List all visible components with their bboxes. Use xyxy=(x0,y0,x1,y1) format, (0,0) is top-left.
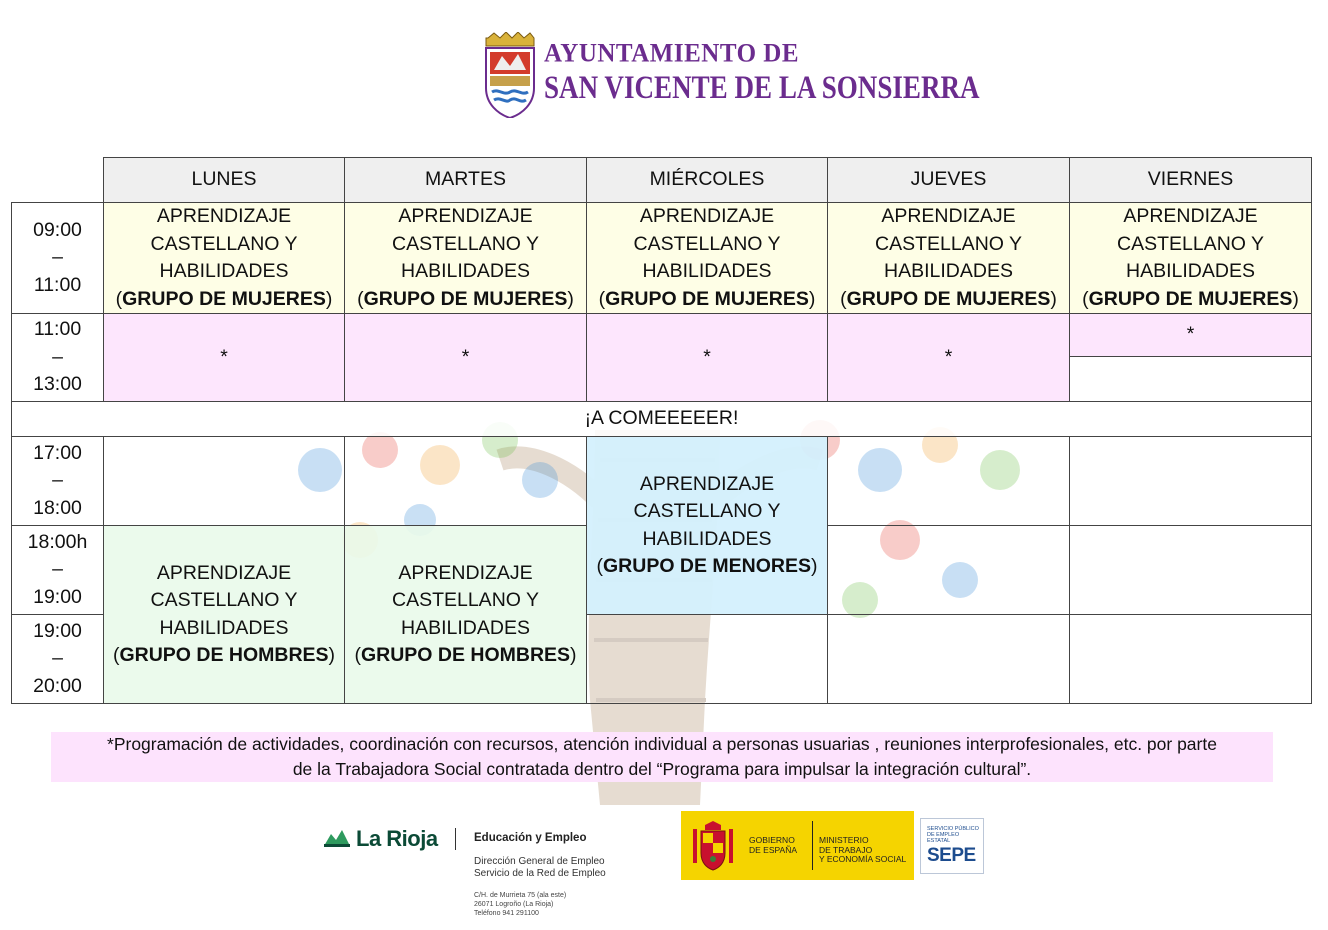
gobierno-text: GOBIERNO DE ESPAÑA xyxy=(749,835,798,855)
time-cell: 19:00 – 20:00 xyxy=(12,615,104,704)
empty-cell xyxy=(587,615,828,704)
empty-cell xyxy=(1070,437,1312,526)
lunch-banner: ¡A COMEEEEER! xyxy=(12,402,1312,437)
rioja-department: Educación y Empleo xyxy=(474,832,587,844)
social-work-cell: * xyxy=(1070,314,1312,357)
minors-class-cell: APRENDIZAJE CASTELLANO Y HABILIDADES (GRUPO DE MENORES) xyxy=(587,437,828,615)
social-work-cell: * xyxy=(587,314,828,402)
coat-of-arms-icon xyxy=(480,32,540,118)
sepe-subtitle: SERVICIO PÚBLICO DE EMPLEO ESTATAL xyxy=(927,826,979,844)
day-header-row xyxy=(12,158,1312,203)
lunch-row xyxy=(12,402,1312,437)
rioja-address: C/H. de Murrieta 75 (ala este) xyxy=(474,892,567,899)
sepe-wordmark: SEPE xyxy=(927,845,976,866)
corner-cell xyxy=(12,158,104,203)
empty-cell xyxy=(828,437,1070,526)
empty-cell xyxy=(1070,615,1312,704)
empty-cell xyxy=(345,437,587,526)
empty-cell xyxy=(828,615,1070,704)
slot-row-0900 xyxy=(12,203,1312,314)
day-header: VIERNES xyxy=(1070,158,1312,203)
women-class-cell: APRENDIZAJE CASTELLANO Y HABILIDADES (GRUPO DE MUJERES) xyxy=(104,203,345,314)
women-class-cell: APRENDIZAJE CASTELLANO Y HABILIDADES (GRUPO DE MUJERES) xyxy=(1070,203,1312,314)
footnote: *Programación de actividades, coordinación con recursos, atención individual a personas usuarias , reuniones interprofesionales, etc. por parte de la Trabajadora Social contratada dentro del “Programa para impulsar la integración cultural”. xyxy=(51,732,1273,782)
empty-cell xyxy=(1070,526,1312,615)
title-line-1: AYUNTAMIENTO DE xyxy=(544,39,799,68)
time-cell: 09:00 – 11:00 xyxy=(12,203,104,314)
women-class-cell: APRENDIZAJE CASTELLANO Y HABILIDADES (GRUPO DE MUJERES) xyxy=(345,203,587,314)
empty-cell xyxy=(1070,357,1312,402)
day-header: JUEVES xyxy=(828,158,1070,203)
time-cell: 17:00 – 18:00 xyxy=(12,437,104,526)
women-class-cell: APRENDIZAJE CASTELLANO Y HABILIDADES (GRUPO DE MUJERES) xyxy=(587,203,828,314)
day-header: LUNES xyxy=(104,158,345,203)
slot-row-1700 xyxy=(12,437,1312,526)
divider xyxy=(455,828,456,850)
men-class-cell: APRENDIZAJE CASTELLANO Y HABILIDADES (GRUPO DE HOMBRES) xyxy=(345,526,587,704)
rioja-city: 26071 Logroño (La Rioja) xyxy=(474,901,554,908)
spain-coat-of-arms-icon xyxy=(691,821,735,871)
sepe-logo xyxy=(920,818,984,874)
slot-row-1100 xyxy=(12,314,1312,357)
ministerio-text: MINISTERIO DE TRABAJO Y ECONOMÍA SOCIAL xyxy=(819,835,907,864)
men-class-cell: APRENDIZAJE CASTELLANO Y HABILIDADES (GRUPO DE HOMBRES) xyxy=(104,526,345,704)
rioja-service: Servicio de la Red de Empleo xyxy=(474,868,606,879)
social-work-cell: * xyxy=(345,314,587,402)
time-cell: 11:00 – 13:00 xyxy=(12,314,104,402)
la-rioja-logo-text: La Rioja xyxy=(356,826,438,851)
rioja-direction: Dirección General de Empleo xyxy=(474,856,605,867)
day-header: MARTES xyxy=(345,158,587,203)
empty-cell xyxy=(828,526,1070,615)
divider xyxy=(812,821,813,870)
la-rioja-logo-icon xyxy=(322,826,352,848)
day-header: MIÉRCOLES xyxy=(587,158,828,203)
weekly-schedule-table xyxy=(11,157,1312,704)
empty-cell xyxy=(104,437,345,526)
social-work-cell: * xyxy=(104,314,345,402)
women-class-cell: APRENDIZAJE CASTELLANO Y HABILIDADES (GRUPO DE MUJERES) xyxy=(828,203,1070,314)
time-cell: 18:00h – 19:00 xyxy=(12,526,104,615)
rioja-phone: Teléfono 941 291100 xyxy=(474,910,539,917)
title-line-2: SAN VICENTE DE LA SONSIERRA xyxy=(544,70,980,106)
la-rioja-block xyxy=(322,820,622,930)
social-work-cell: * xyxy=(828,314,1070,402)
municipal-header xyxy=(480,32,980,122)
gobierno-espana-logo xyxy=(681,811,914,880)
